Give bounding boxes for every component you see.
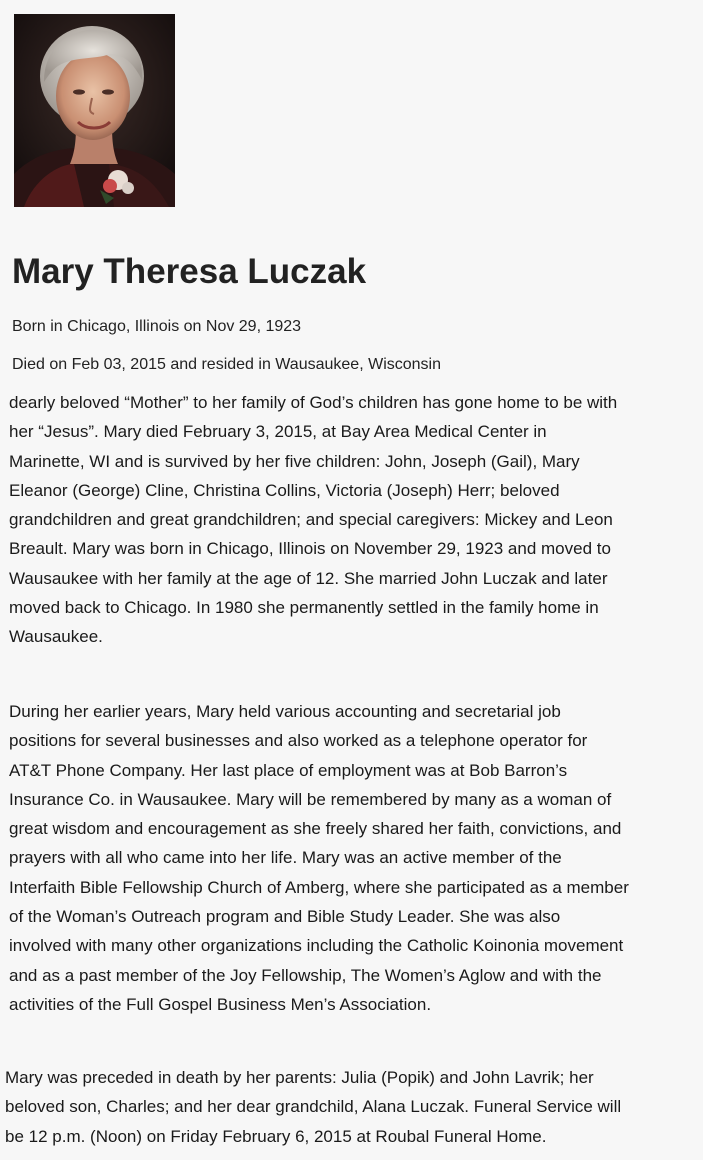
obituary-paragraph-life: dearly beloved “Mother” to her family of God’s children has gone home to be with her “Jesus”. Mary died February 3, 2015, at Bay Area Medical Center in Marinette, WI and is survived by her five children: John, Joseph (Gail), Mary Eleanor (George) Cline, Christina Collins, Victoria (Joseph) Herr; beloved grandchildren and great grandchildren; and special caregivers: Mickey and Leon Breault. Mary was born in Chicago, Illinois on November 29, 1923 and moved to Wausaukee with her family at the age of 12. She married John Luczak and later moved back to Chicago. In 1980 she permanently settled in the family home in Wausaukee. (9, 393, 618, 647)
birth-info: Born in Chicago, Illinois on Nov 29, 1923 (12, 318, 302, 335)
portrait-photo (14, 14, 175, 207)
obituary-paragraph-career: During her earlier years, Mary held various accounting and secretarial job positions for several businesses and also worked as a telephone operator for AT&T Phone Company. Her last place of employment was at Bob Barron’s Insurance Co. in Wausaukee. Mary will be remembered by many as a woman of great wisdom and encouragement as she freely shared her faith, convictions, and prayers with all who came into her life. Mary was an active member of the Interfaith Bible Fellowship Church of Amberg, where she participated as a member of the Woman’s Outreach program and Bible Study Leader. She was also involved with many other organizations including the Catholic Koinonia movement and as a past member of the Joy Fellowship, The Women’s Aglow and with the activities of the Full Gospel Business Men’s Association. (9, 702, 629, 1014)
deceased-name: Mary Theresa Luczak (12, 252, 367, 291)
death-info: Died on Feb 03, 2015 and resided in Wausaukee, Wisconsin (12, 356, 441, 373)
obituary-paragraph-service: Mary was preceded in death by her parents: Julia (Popik) and John Lavrik; her beloved son, Charles; and her dear grandchild, Alana Luczak. Funeral Service will be 12 p.m. (Noon) on Friday February 6, 2015 at Roubal Funeral Home. (5, 1068, 622, 1146)
portrait-illustration (14, 14, 175, 207)
